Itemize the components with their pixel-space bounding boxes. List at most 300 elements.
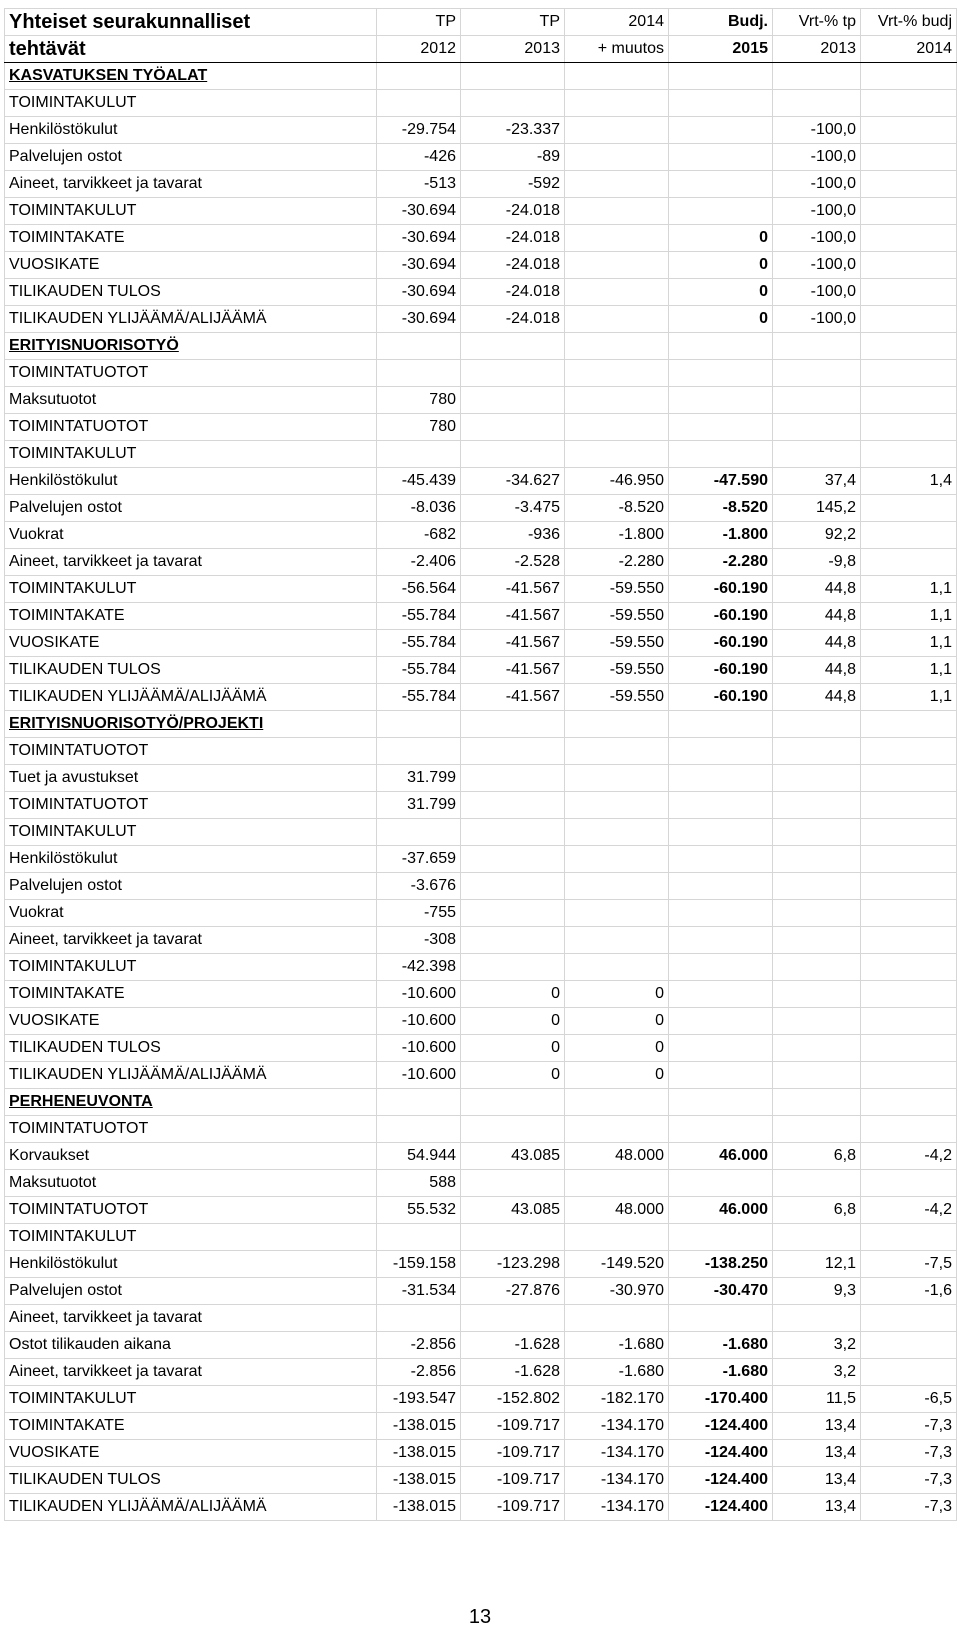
cell-col-6 xyxy=(861,225,957,252)
cell-col-4 xyxy=(669,981,773,1008)
cell-col-5 xyxy=(773,873,861,900)
table-row xyxy=(5,1062,957,1089)
header-row-1 xyxy=(5,9,957,36)
subheader-row xyxy=(5,819,957,846)
cell-col-3: -1.680 xyxy=(565,1332,669,1359)
cell-col-5: 44,8 xyxy=(773,603,861,630)
row-label: TILIKAUDEN TULOS xyxy=(5,1467,377,1494)
cell-col-4 xyxy=(669,441,773,468)
row-label: ERITYISNUORISOTYÖ xyxy=(5,333,377,360)
cell-col-4 xyxy=(669,819,773,846)
header-2014: 2014 xyxy=(565,9,669,36)
header-vrt-tp: Vrt-% tp xyxy=(773,9,861,36)
subheader-row xyxy=(5,1224,957,1251)
cell-col-1 xyxy=(377,711,461,738)
cell-col-5 xyxy=(773,738,861,765)
cell-col-6: 1,1 xyxy=(861,630,957,657)
cell-col-1: -37.659 xyxy=(377,846,461,873)
cell-col-5 xyxy=(773,1035,861,1062)
cell-col-1: 780 xyxy=(377,414,461,441)
cell-col-1 xyxy=(377,63,461,90)
row-label: Palvelujen ostot xyxy=(5,495,377,522)
cell-col-4 xyxy=(669,90,773,117)
row-label: Henkilöstökulut xyxy=(5,846,377,873)
cell-col-2: 43.085 xyxy=(461,1143,565,1170)
table-row xyxy=(5,927,957,954)
cell-col-3: -30.970 xyxy=(565,1278,669,1305)
cell-col-3 xyxy=(565,738,669,765)
cell-col-2: -27.876 xyxy=(461,1278,565,1305)
cell-col-4: -60.190 xyxy=(669,657,773,684)
table-row xyxy=(5,1386,957,1413)
cell-col-1: -426 xyxy=(377,144,461,171)
cell-col-3 xyxy=(565,171,669,198)
cell-col-6: -6,5 xyxy=(861,1386,957,1413)
cell-col-5 xyxy=(773,441,861,468)
cell-col-3: -2.280 xyxy=(565,549,669,576)
subheader-row xyxy=(5,738,957,765)
cell-col-6 xyxy=(861,1224,957,1251)
table-row xyxy=(5,1278,957,1305)
cell-col-5 xyxy=(773,414,861,441)
cell-col-3 xyxy=(565,819,669,846)
cell-col-3 xyxy=(565,252,669,279)
row-label: TILIKAUDEN TULOS xyxy=(5,657,377,684)
cell-col-4 xyxy=(669,738,773,765)
row-label: Henkilöstökulut xyxy=(5,117,377,144)
cell-col-1 xyxy=(377,1089,461,1116)
cell-col-5 xyxy=(773,1062,861,1089)
cell-col-5 xyxy=(773,1224,861,1251)
cell-col-3: -8.520 xyxy=(565,495,669,522)
cell-col-6 xyxy=(861,711,957,738)
cell-col-1: -159.158 xyxy=(377,1251,461,1278)
cell-col-5: 44,8 xyxy=(773,684,861,711)
cell-col-4: -60.190 xyxy=(669,576,773,603)
cell-col-1: -10.600 xyxy=(377,1062,461,1089)
row-label: TOIMINTAKATE xyxy=(5,603,377,630)
cell-col-1: -10.600 xyxy=(377,1008,461,1035)
cell-col-3: -134.170 xyxy=(565,1467,669,1494)
row-label: Aineet, tarvikkeet ja tavarat xyxy=(5,1305,377,1332)
cell-col-2 xyxy=(461,387,565,414)
cell-col-4: -60.190 xyxy=(669,603,773,630)
cell-col-6: -7,5 xyxy=(861,1251,957,1278)
cell-col-3 xyxy=(565,198,669,225)
cell-col-6 xyxy=(861,198,957,225)
cell-col-2: -24.018 xyxy=(461,252,565,279)
cell-col-3: -59.550 xyxy=(565,576,669,603)
cell-col-1: -30.694 xyxy=(377,279,461,306)
cell-col-1: -31.534 xyxy=(377,1278,461,1305)
cell-col-2 xyxy=(461,63,565,90)
cell-col-2 xyxy=(461,1224,565,1251)
cell-col-4 xyxy=(669,63,773,90)
header-year-2013: 2013 xyxy=(461,36,565,63)
cell-col-3 xyxy=(565,387,669,414)
cell-col-3: -149.520 xyxy=(565,1251,669,1278)
row-label: TOIMINTAKULUT xyxy=(5,576,377,603)
subheader-row xyxy=(5,1305,957,1332)
cell-col-6 xyxy=(861,63,957,90)
cell-col-6: -4,2 xyxy=(861,1143,957,1170)
subheader-row xyxy=(5,441,957,468)
cell-col-4: -138.250 xyxy=(669,1251,773,1278)
cell-col-1: -2.856 xyxy=(377,1332,461,1359)
cell-col-2 xyxy=(461,1116,565,1143)
table-row xyxy=(5,1467,957,1494)
cell-col-4 xyxy=(669,1035,773,1062)
cell-col-5: 3,2 xyxy=(773,1359,861,1386)
cell-col-1: -308 xyxy=(377,927,461,954)
table-row xyxy=(5,792,957,819)
row-label: Vuokrat xyxy=(5,900,377,927)
cell-col-6: 1,1 xyxy=(861,657,957,684)
table-row xyxy=(5,252,957,279)
cell-col-6: -7,3 xyxy=(861,1440,957,1467)
cell-col-2: -2.528 xyxy=(461,549,565,576)
cell-col-5 xyxy=(773,1089,861,1116)
cell-col-6 xyxy=(861,144,957,171)
cell-col-2 xyxy=(461,360,565,387)
cell-col-6 xyxy=(861,522,957,549)
cell-col-4: -124.400 xyxy=(669,1467,773,1494)
cell-col-6 xyxy=(861,306,957,333)
cell-col-4: -47.590 xyxy=(669,468,773,495)
cell-col-4: -1.680 xyxy=(669,1332,773,1359)
table-row xyxy=(5,900,957,927)
cell-col-2 xyxy=(461,900,565,927)
cell-col-3: -59.550 xyxy=(565,657,669,684)
cell-col-3: -182.170 xyxy=(565,1386,669,1413)
cell-col-2: -23.337 xyxy=(461,117,565,144)
row-label: VUOSIKATE xyxy=(5,1008,377,1035)
cell-col-3 xyxy=(565,711,669,738)
cell-col-2: -41.567 xyxy=(461,630,565,657)
cell-col-1: -55.784 xyxy=(377,684,461,711)
cell-col-4: -1.680 xyxy=(669,1359,773,1386)
cell-col-2: -89 xyxy=(461,144,565,171)
cell-col-6 xyxy=(861,90,957,117)
cell-col-1 xyxy=(377,90,461,117)
table-row xyxy=(5,765,957,792)
cell-col-4 xyxy=(669,765,773,792)
cell-col-2 xyxy=(461,873,565,900)
cell-col-3 xyxy=(565,333,669,360)
row-label: ERITYISNUORISOTYÖ/PROJEKTI xyxy=(5,711,377,738)
row-label: TOIMINTATUOTOT xyxy=(5,792,377,819)
cell-col-6 xyxy=(861,279,957,306)
cell-col-3 xyxy=(565,1116,669,1143)
cell-col-1: -682 xyxy=(377,522,461,549)
row-label: Aineet, tarvikkeet ja tavarat xyxy=(5,927,377,954)
header-label-1: Yhteiset seurakunnalliset xyxy=(5,9,377,36)
cell-col-1: -755 xyxy=(377,900,461,927)
table-row xyxy=(5,576,957,603)
header-vrt-budj: Vrt-% budj xyxy=(861,9,957,36)
cell-col-1: -30.694 xyxy=(377,198,461,225)
cell-col-2 xyxy=(461,738,565,765)
row-label: Aineet, tarvikkeet ja tavarat xyxy=(5,1359,377,1386)
cell-col-2: 0 xyxy=(461,981,565,1008)
row-label: TOIMINTAKULUT xyxy=(5,1224,377,1251)
row-label: TOIMINTAKULUT xyxy=(5,819,377,846)
cell-col-2: -3.475 xyxy=(461,495,565,522)
cell-col-6 xyxy=(861,1305,957,1332)
table-row xyxy=(5,603,957,630)
cell-col-4 xyxy=(669,333,773,360)
row-label: TOIMINTAKATE xyxy=(5,981,377,1008)
row-label: PERHENEUVONTA xyxy=(5,1089,377,1116)
table-row xyxy=(5,1170,957,1197)
cell-col-1: -30.694 xyxy=(377,225,461,252)
cell-col-6 xyxy=(861,387,957,414)
row-label: TOIMINTAKULUT xyxy=(5,954,377,981)
cell-col-3 xyxy=(565,954,669,981)
cell-col-1: -138.015 xyxy=(377,1440,461,1467)
cell-col-2: -24.018 xyxy=(461,198,565,225)
cell-col-6 xyxy=(861,846,957,873)
cell-col-5 xyxy=(773,1305,861,1332)
cell-col-2: -152.802 xyxy=(461,1386,565,1413)
cell-col-2 xyxy=(461,819,565,846)
cell-col-6 xyxy=(861,1008,957,1035)
cell-col-3: -59.550 xyxy=(565,630,669,657)
subheader-row xyxy=(5,1116,957,1143)
cell-col-4: -8.520 xyxy=(669,495,773,522)
cell-col-3 xyxy=(565,1305,669,1332)
cell-col-4 xyxy=(669,198,773,225)
cell-col-1: 31.799 xyxy=(377,765,461,792)
cell-col-1 xyxy=(377,1224,461,1251)
cell-col-6 xyxy=(861,252,957,279)
cell-col-5 xyxy=(773,900,861,927)
cell-col-4 xyxy=(669,1170,773,1197)
cell-col-4: 0 xyxy=(669,279,773,306)
section-header-row xyxy=(5,63,957,90)
cell-col-1: -513 xyxy=(377,171,461,198)
row-label: TILIKAUDEN YLIJÄÄMÄ/ALIJÄÄMÄ xyxy=(5,1494,377,1521)
cell-col-5 xyxy=(773,333,861,360)
cell-col-2 xyxy=(461,333,565,360)
cell-col-5: -100,0 xyxy=(773,117,861,144)
cell-col-2: -592 xyxy=(461,171,565,198)
cell-col-5 xyxy=(773,819,861,846)
cell-col-1 xyxy=(377,819,461,846)
row-label: VUOSIKATE xyxy=(5,252,377,279)
cell-col-2: -109.717 xyxy=(461,1413,565,1440)
cell-col-3 xyxy=(565,1089,669,1116)
row-label: TOIMINTAKATE xyxy=(5,225,377,252)
cell-col-2: 0 xyxy=(461,1062,565,1089)
table-row xyxy=(5,549,957,576)
cell-col-4 xyxy=(669,1062,773,1089)
row-label: KASVATUKSEN TYÖALAT xyxy=(5,63,377,90)
cell-col-5: -100,0 xyxy=(773,306,861,333)
cell-col-1: -55.784 xyxy=(377,603,461,630)
cell-col-6 xyxy=(861,441,957,468)
cell-col-5: 145,2 xyxy=(773,495,861,522)
header-budj: Budj. xyxy=(669,9,773,36)
cell-col-1 xyxy=(377,333,461,360)
row-label: Palvelujen ostot xyxy=(5,144,377,171)
table-row xyxy=(5,522,957,549)
cell-col-4: -60.190 xyxy=(669,684,773,711)
cell-col-2: -109.717 xyxy=(461,1440,565,1467)
cell-col-5: 3,2 xyxy=(773,1332,861,1359)
cell-col-3: -59.550 xyxy=(565,684,669,711)
cell-col-4 xyxy=(669,1224,773,1251)
cell-col-2: -24.018 xyxy=(461,279,565,306)
row-label: Vuokrat xyxy=(5,522,377,549)
cell-col-1 xyxy=(377,360,461,387)
cell-col-5 xyxy=(773,981,861,1008)
cell-col-4: -170.400 xyxy=(669,1386,773,1413)
cell-col-5 xyxy=(773,1008,861,1035)
table-row xyxy=(5,873,957,900)
row-label: TOIMINTAKULUT xyxy=(5,441,377,468)
row-label: TILIKAUDEN TULOS xyxy=(5,279,377,306)
table-row xyxy=(5,657,957,684)
cell-col-2 xyxy=(461,765,565,792)
cell-col-6: -7,3 xyxy=(861,1413,957,1440)
row-label: TOIMINTATUOTOT xyxy=(5,1197,377,1224)
cell-col-6 xyxy=(861,738,957,765)
row-label: Henkilöstökulut xyxy=(5,468,377,495)
cell-col-1: 588 xyxy=(377,1170,461,1197)
cell-col-6 xyxy=(861,900,957,927)
table-row xyxy=(5,198,957,225)
cell-col-2 xyxy=(461,414,565,441)
cell-col-4: -124.400 xyxy=(669,1440,773,1467)
cell-col-2: -109.717 xyxy=(461,1467,565,1494)
cell-col-6 xyxy=(861,414,957,441)
cell-col-3 xyxy=(565,441,669,468)
table-row xyxy=(5,117,957,144)
cell-col-1: -2.856 xyxy=(377,1359,461,1386)
cell-col-5: 44,8 xyxy=(773,630,861,657)
cell-col-3 xyxy=(565,117,669,144)
table-row xyxy=(5,630,957,657)
cell-col-1: -3.676 xyxy=(377,873,461,900)
cell-col-5: -9,8 xyxy=(773,549,861,576)
cell-col-3: -1.680 xyxy=(565,1359,669,1386)
table-row xyxy=(5,468,957,495)
cell-col-1: -10.600 xyxy=(377,1035,461,1062)
row-label: Palvelujen ostot xyxy=(5,873,377,900)
cell-col-5 xyxy=(773,927,861,954)
cell-col-3 xyxy=(565,63,669,90)
cell-col-5 xyxy=(773,387,861,414)
cell-col-3: 0 xyxy=(565,1035,669,1062)
row-label: TOIMINTAKULUT xyxy=(5,198,377,225)
cell-col-2: -41.567 xyxy=(461,684,565,711)
cell-col-6: -7,3 xyxy=(861,1467,957,1494)
cell-col-5 xyxy=(773,711,861,738)
cell-col-2 xyxy=(461,1170,565,1197)
cell-col-3 xyxy=(565,225,669,252)
cell-col-2 xyxy=(461,1305,565,1332)
cell-col-5: -100,0 xyxy=(773,171,861,198)
cell-col-2: -41.567 xyxy=(461,603,565,630)
row-label: TOIMINTAKULUT xyxy=(5,1386,377,1413)
cell-col-1: 780 xyxy=(377,387,461,414)
cell-col-3 xyxy=(565,792,669,819)
cell-col-6 xyxy=(861,981,957,1008)
cell-col-4 xyxy=(669,792,773,819)
cell-col-1: -56.564 xyxy=(377,576,461,603)
table-row xyxy=(5,225,957,252)
cell-col-1: -55.784 xyxy=(377,657,461,684)
cell-col-4 xyxy=(669,873,773,900)
cell-col-4: -124.400 xyxy=(669,1413,773,1440)
subheader-row xyxy=(5,360,957,387)
cell-col-5: 6,8 xyxy=(773,1143,861,1170)
table-row xyxy=(5,1143,957,1170)
cell-col-3 xyxy=(565,279,669,306)
cell-col-1 xyxy=(377,1305,461,1332)
row-label: Henkilöstökulut xyxy=(5,1251,377,1278)
cell-col-5: 6,8 xyxy=(773,1197,861,1224)
cell-col-5: 44,8 xyxy=(773,657,861,684)
cell-col-6 xyxy=(861,792,957,819)
cell-col-1: -30.694 xyxy=(377,306,461,333)
cell-col-5 xyxy=(773,1116,861,1143)
page-number: 13 xyxy=(468,1606,492,1628)
cell-col-1: -55.784 xyxy=(377,630,461,657)
header-label-2: tehtävät xyxy=(5,36,377,63)
row-label: TOIMINTAKULUT xyxy=(5,90,377,117)
cell-col-5: -100,0 xyxy=(773,144,861,171)
cell-col-4 xyxy=(669,387,773,414)
cell-col-1: -138.015 xyxy=(377,1413,461,1440)
cell-col-5: 92,2 xyxy=(773,522,861,549)
cell-col-5 xyxy=(773,954,861,981)
table-row xyxy=(5,1008,957,1035)
cell-col-4 xyxy=(669,117,773,144)
table-row xyxy=(5,171,957,198)
cell-col-6 xyxy=(861,117,957,144)
cell-col-6 xyxy=(861,333,957,360)
cell-col-1: -29.754 xyxy=(377,117,461,144)
cell-col-1: -138.015 xyxy=(377,1467,461,1494)
header-vrt-2013: 2013 xyxy=(773,36,861,63)
cell-col-1: -193.547 xyxy=(377,1386,461,1413)
cell-col-1: -10.600 xyxy=(377,981,461,1008)
cell-col-6: 1,1 xyxy=(861,603,957,630)
cell-col-4 xyxy=(669,360,773,387)
table-row xyxy=(5,1332,957,1359)
header-tp-2013: TP xyxy=(461,9,565,36)
cell-col-6 xyxy=(861,927,957,954)
table-row xyxy=(5,1440,957,1467)
row-label: Maksutuotot xyxy=(5,387,377,414)
cell-col-5: -100,0 xyxy=(773,252,861,279)
cell-col-1: 54.944 xyxy=(377,1143,461,1170)
cell-col-4 xyxy=(669,171,773,198)
cell-col-6 xyxy=(861,1035,957,1062)
cell-col-6 xyxy=(861,1116,957,1143)
cell-col-3 xyxy=(565,1224,669,1251)
cell-col-6: 1,4 xyxy=(861,468,957,495)
cell-col-1 xyxy=(377,441,461,468)
cell-col-2 xyxy=(461,846,565,873)
cell-col-6: -7,3 xyxy=(861,1494,957,1521)
cell-col-2: -936 xyxy=(461,522,565,549)
cell-col-6 xyxy=(861,495,957,522)
row-label: Aineet, tarvikkeet ja tavarat xyxy=(5,549,377,576)
cell-col-6: 1,1 xyxy=(861,684,957,711)
